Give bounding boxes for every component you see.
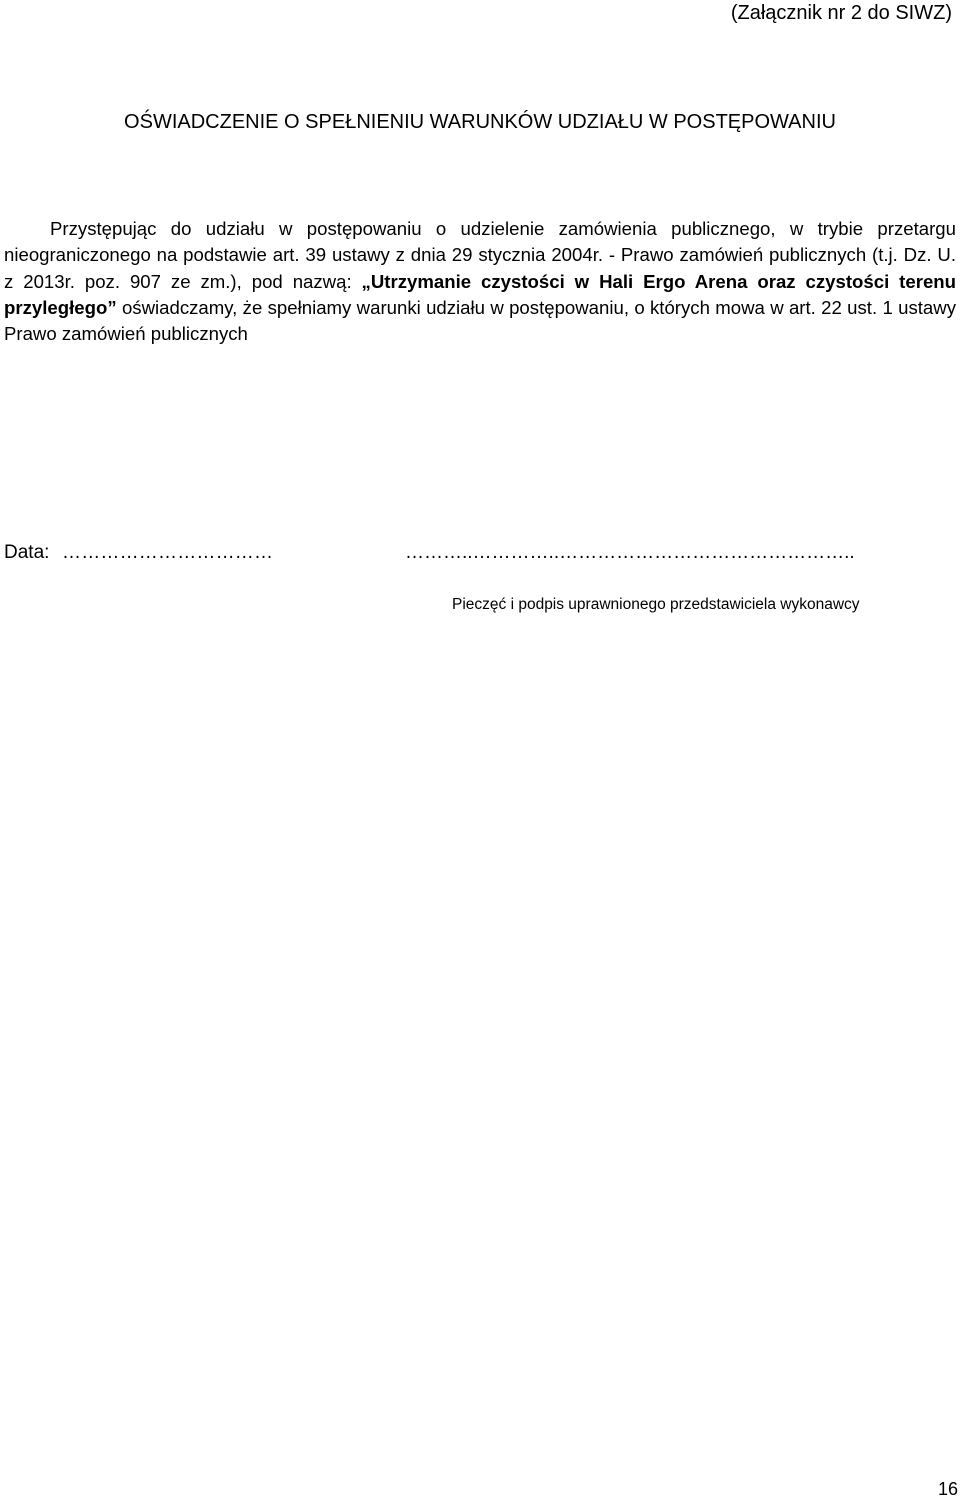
signature-caption: Pieczęć i podpis uprawnionego przedstawiciela wykonawcy [452, 596, 860, 613]
statement-text-part1: Przystępując do udziału w postępowaniu o udzielenie zamówienia publicznego, w trybie przetargu nieograniczonego na podstawie art. 39 ustawy z dnia 29 stycznia 2004r. - Prawo zamówień publicznych (t.j. Dz. U. z 2013r. poz. 907 ze zm.), pod nazwą: [4, 218, 956, 292]
contract-name: „Utrzymanie czystości w Hali Ergo Arena oraz czystości terenu przyległego” [4, 270, 956, 318]
date-label: Data: [4, 542, 50, 563]
page-number: 16 [937, 1479, 958, 1499]
annex-label: (Załącznik nr 2 do SIWZ) [730, 2, 952, 24]
document-title: OŚWIADCZENIE O SPEŁNIENIU WARUNKÓW UDZIAŁU W POSTĘPOWANIU [124, 111, 836, 133]
signature-field: ………..…………..……………………………………….. [405, 542, 855, 563]
statement-text-part2: oświadczamy, że spełniamy warunki udziału w postępowaniu, o których mowa w art. 22 ust. 1 ustawy Prawo zamówień publicznych [4, 296, 956, 345]
date-field: …………………………… [62, 542, 274, 563]
statement-paragraph [4, 216, 956, 347]
